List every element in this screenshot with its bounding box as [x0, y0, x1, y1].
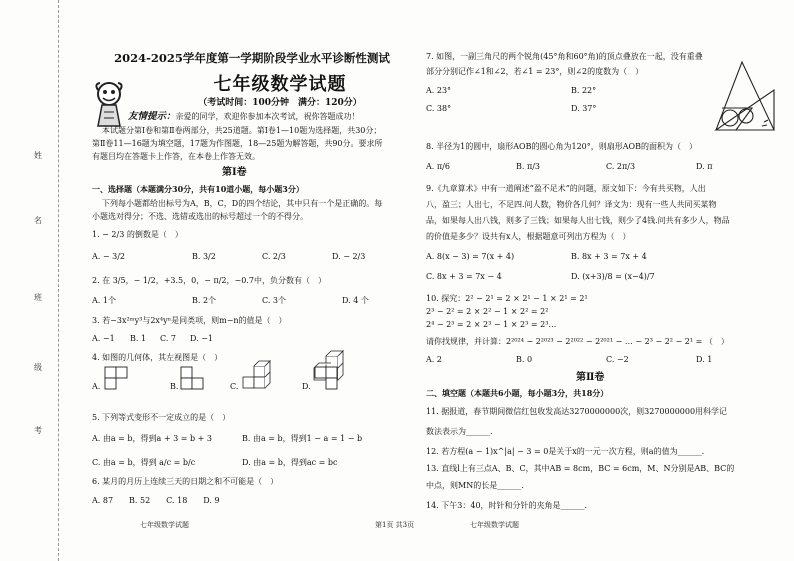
- q10-option-b[interactable]: B. 0: [516, 355, 533, 364]
- q3-option-b[interactable]: B. 1: [130, 334, 147, 343]
- question-3-stem: 3. 若−3x²ᵐy³与2x⁴yⁿ是同类项，则m−n的值是（ ）: [92, 316, 287, 325]
- view-c-icon: [240, 360, 282, 394]
- q7-option-b[interactable]: B. 22°: [571, 86, 597, 95]
- view-a-icon: [104, 366, 140, 392]
- q2-option-d[interactable]: D. 4 个: [342, 296, 369, 305]
- q1-option-c[interactable]: C. 2/3: [262, 252, 286, 261]
- question-7-line: 部分分别记作∠1和∠2，若∠1 = 23°，则∠2的度数为（ ）: [426, 67, 644, 76]
- exam-info: （考试时间：100分钟 满分：120分）: [198, 98, 362, 108]
- q1-option-b[interactable]: B. 3/2: [192, 252, 216, 261]
- q4-option-d[interactable]: D.: [302, 382, 311, 391]
- q6-options[interactable]: A. 87 B. 52 C. 18 D. 9: [92, 496, 220, 505]
- q10-option-a[interactable]: A. 2: [426, 355, 442, 364]
- part1-title: 第Ⅰ卷: [222, 167, 247, 178]
- q8-option-c[interactable]: C. 2π/3: [606, 162, 636, 171]
- question-10-line: 2³ − 2² = 2 × 2² − 1 × 2² = 2²: [426, 307, 549, 316]
- section1-desc: 小题选对得分；不选、选错或选出的标号超过一个的不得分。: [92, 212, 308, 221]
- exam-title-sub: 七年级数学试题: [213, 74, 347, 95]
- view-d-icon: [314, 366, 350, 392]
- question-8-stem: 8. 半径为1的圆中，扇形AOB的圆心角为120°，则扇形AOB的面积为（ ）: [426, 142, 697, 151]
- q3-option-c[interactable]: C. 7: [160, 334, 177, 343]
- triangle-rulers-figure-icon: [712, 60, 778, 136]
- q9-option-a[interactable]: A. 8(x − 3) = 7(x + 4): [426, 252, 515, 261]
- q9-option-d[interactable]: D. (x+3)/8 = (x−4)/7: [571, 272, 655, 281]
- question-7-line: 7. 如图，一副三角尺的两个锐角(45°角和60°角)的顶点叠放在一起，没有重叠: [426, 52, 703, 61]
- section2-title: 二、填空题（本题共6小题，每小题3分，共18分）: [426, 388, 609, 398]
- question-6-stem: 6. 某月的月历上连续三天的日期之和不可能是（ ）: [92, 477, 279, 486]
- q5-option-b[interactable]: B. 由a = b，得到1 − a = 1 − b: [242, 434, 363, 443]
- q4-option-a[interactable]: A.: [92, 382, 101, 391]
- question-1-stem: 1. − 2/3 的倒数是（ ）: [92, 230, 183, 239]
- question-11-line: 数法表示为______.: [426, 427, 493, 436]
- mascot-icon: [92, 80, 126, 130]
- binding-label: 级: [34, 363, 42, 372]
- q1-option-d[interactable]: D. − 2/3: [332, 252, 366, 261]
- question-10-line: 请你找规律，并计算：2²⁰²⁴ − 2²⁰²³ − 2²⁰²² − 2²⁰²¹ − … − 2³ − 2² − 2¹ = （ ）: [426, 337, 729, 346]
- question-9-line: 品，如果每人出八钱，则多了三钱；如果每人出七钱，则少了4钱.问共有多少人，物品: [426, 216, 730, 225]
- question-10-line: 2⁴ − 2³ = 2 × 2³ − 1 × 2³ = 2³…: [426, 320, 557, 329]
- q8-option-b[interactable]: B. π/3: [516, 162, 541, 171]
- tip-text: 第Ⅱ卷11—16题为填空题，17题为作图题，18—25题为解答题，共90分。要求所: [92, 139, 383, 148]
- q7-option-d[interactable]: D. 37°: [571, 104, 597, 113]
- tip-text: 本试题分第Ⅰ卷和第Ⅱ卷两部分，共25道题。第Ⅰ卷1—10题为选择题，共30分；: [102, 126, 382, 135]
- q2-option-a[interactable]: A. 1个: [92, 296, 116, 305]
- question-12-line: 12. 若方程(a − 1)x^|a| − 3 = 0是关于x的一元一次方程，则a的值为______.: [426, 447, 705, 456]
- q1-option-a[interactable]: A. − 3/2: [92, 252, 125, 261]
- q8-option-d[interactable]: D. π: [696, 162, 713, 171]
- page-number: 第1页 共3页: [375, 521, 415, 529]
- q10-option-d[interactable]: D. 1: [696, 355, 713, 364]
- question-5-stem: 5. 下列等式变形不一定成立的是（ ）: [92, 413, 231, 422]
- binding-label: 姓: [34, 151, 42, 160]
- footer-right: 七年级数学试题: [470, 521, 519, 529]
- q3-option-d[interactable]: D. −1: [190, 334, 214, 343]
- binding-margin: [0, 0, 59, 561]
- q4-option-b[interactable]: B.: [170, 382, 179, 391]
- binding-label: 名: [34, 216, 42, 225]
- question-14-line: 14. 下午3：40，时针和分针的夹角是______.: [426, 501, 588, 510]
- q4-option-c[interactable]: C.: [230, 382, 239, 391]
- question-2-stem: 2. 在 3/5，− 1/2，+3.5，0，− π/2，−0.7中，负分数有（ ）: [92, 276, 326, 285]
- tip-text: 亲爱的同学，欢迎你参加本次考试，祝你答题成功！: [175, 112, 360, 121]
- binding-label: 班: [34, 293, 42, 302]
- tip-label: 友情提示：: [128, 111, 176, 122]
- question-13-line: 中点，则MN的长是______.: [426, 481, 524, 490]
- section1-title: 一、选择题（本题满分30分，共有10道小题，每小题3分）: [92, 184, 304, 194]
- section1-desc: 下列每小题都给出标号为A，B，C，D的四个结论，其中只有一个是正确的。每: [102, 199, 383, 208]
- q5-option-c[interactable]: C. 由a = b，得到 a/c = b/c: [92, 458, 196, 467]
- tip-text: 有题目均在答题卡上作答，在本卷上作答无效。: [92, 152, 260, 161]
- q9-option-c[interactable]: C. 8x + 3 = 7x − 4: [426, 272, 502, 281]
- question-11-line: 11. 据报道，春节期间微信红包收发高达3270000000次，则3270000000用科学记: [426, 407, 728, 416]
- q2-option-b[interactable]: B. 2个: [192, 296, 217, 305]
- question-4-stem: 4. 如图的几何体，其左视图是（ ）: [92, 353, 223, 362]
- q3-option-a[interactable]: A. −1: [92, 334, 115, 343]
- q9-option-b[interactable]: B. 8x + 3 = 7x + 4: [571, 252, 647, 261]
- q7-option-c[interactable]: C. 38°: [426, 104, 452, 113]
- q8-option-a[interactable]: A. π/6: [426, 162, 450, 171]
- q5-option-a[interactable]: A. 由a = b，得到a + 3 = b + 3: [92, 434, 212, 443]
- question-13-line: 13. 直线l上有三点A、B、C，其中AB = 8cm，BC = 6cm，M、N分别是AB、BC的: [426, 464, 735, 473]
- question-9-line: 的价值是多少？设共有x人，根据题意可列出方程为（ ）: [426, 232, 631, 241]
- q2-option-c[interactable]: C. 3个: [262, 296, 287, 305]
- question-9-line: 八，盈三；人出七，不足四.问人数，物价各几何？译文为：现有一些人共同买某物: [426, 200, 717, 209]
- part2-title: 第Ⅱ卷: [576, 372, 605, 383]
- q7-option-a[interactable]: A. 23°: [426, 86, 452, 95]
- footer-left: 七年级数学试题: [140, 521, 189, 529]
- question-9-line: 9.《九章算术》中有一道阐述“盈不足术”的问题，原文如下：今有共买物，人出: [426, 184, 706, 193]
- q5-option-d[interactable]: D. 由a = b，得到ac = bc: [242, 458, 338, 467]
- binding-label: 考: [34, 426, 42, 435]
- exam-title-main: 2024-2025学年度第一学期阶段学业水平诊断性测试: [114, 51, 390, 65]
- q10-option-c[interactable]: C. −2: [606, 355, 629, 364]
- question-10-line: 10. 探究：2² − 2¹ = 2 × 2¹ − 1 × 2¹ = 2¹: [426, 294, 588, 303]
- view-b-icon: [180, 366, 216, 392]
